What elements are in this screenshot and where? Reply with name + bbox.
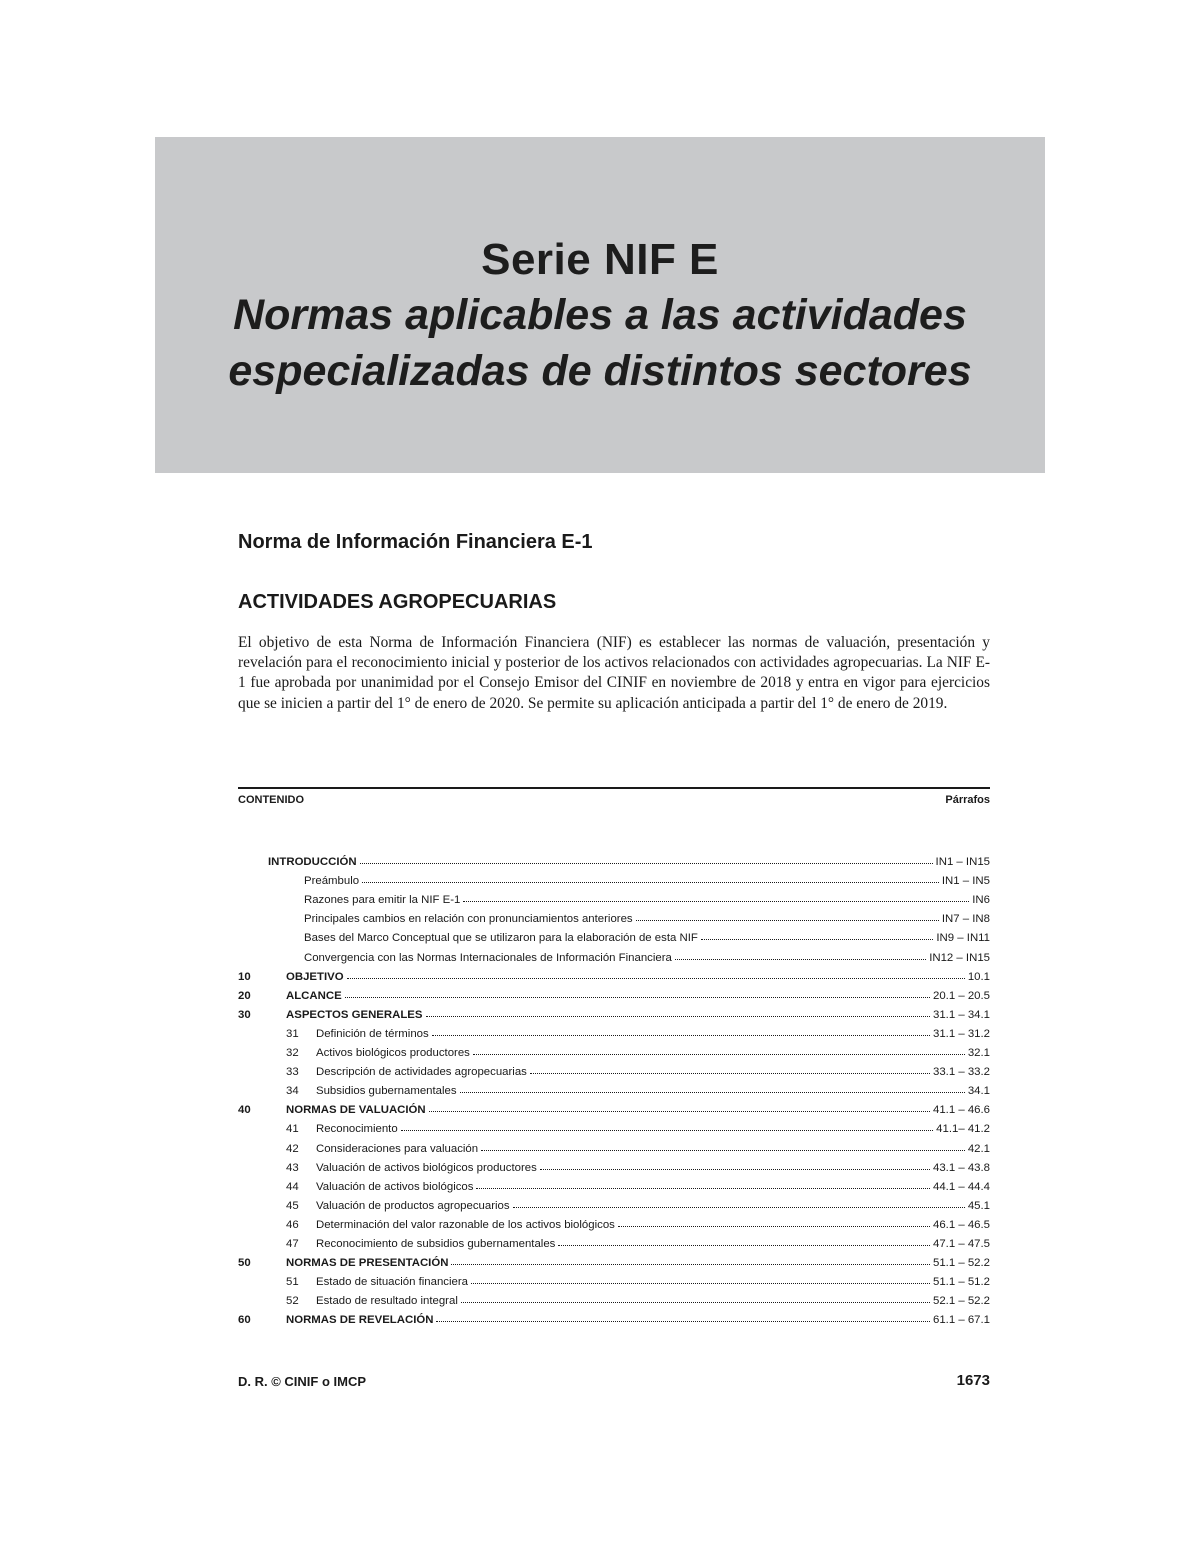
toc-paragraph-range: 47.1 – 47.5 bbox=[932, 1237, 990, 1250]
toc-entry-label: Razones para emitir la NIF E-1 bbox=[304, 894, 461, 907]
toc-entry-label: Estado de situación financiera bbox=[316, 1276, 468, 1289]
toc-leader-dots bbox=[636, 920, 939, 921]
toc-entry-label: Activos biológicos productores bbox=[316, 1047, 470, 1060]
toc-entry-label: Valuación de productos agropecuarios bbox=[316, 1199, 510, 1212]
toc-entry-label: Reconocimiento de subsidios gubernamentales bbox=[316, 1237, 556, 1250]
toc-entry bbox=[238, 1097, 990, 1116]
norm-heading: Norma de Información Financiera E-1 bbox=[238, 531, 593, 553]
toc-leader-dots bbox=[476, 1188, 930, 1189]
toc-paragraph-range: 20.1 – 20.5 bbox=[932, 989, 990, 1002]
toc-section-number: 20 bbox=[238, 989, 251, 1002]
toc-paragraph-range: IN9 – IN11 bbox=[936, 932, 990, 945]
series-subtitle-line2: especializadas de distintos sectores bbox=[228, 347, 972, 395]
toc-entry bbox=[238, 868, 990, 887]
toc-entry bbox=[238, 849, 990, 868]
toc-entry bbox=[238, 1307, 990, 1326]
toc-entry-label: Descripción de actividades agropecuarias bbox=[316, 1066, 527, 1079]
toc-entry bbox=[238, 1021, 990, 1040]
toc-paragraph-range: 42.1 bbox=[967, 1142, 990, 1155]
table-of-contents bbox=[238, 849, 990, 1326]
toc-section-number: 30 bbox=[238, 1008, 251, 1021]
toc-entry bbox=[238, 1231, 990, 1250]
toc-entry bbox=[238, 1269, 990, 1288]
toc-leader-dots bbox=[481, 1150, 965, 1151]
toc-subsection-number: 44 bbox=[286, 1180, 299, 1193]
objective-paragraph: El objetivo de esta Norma de Información Financiera (NIF) es establecer las normas de valuación, presentación y revelación para el reconocimiento inicial y posterior de los activos relacionados con actividades agropecuarias. La NIF E-1 fue aprobada por unanimidad por el Consejo Emisor del CINIF en noviembre de 2018 y entra en vigor para ejercicios que se inicien a partir del 1° de enero de 2020. Se permite su aplicación anticipada a partir del 1° de enero de 2019. bbox=[238, 634, 990, 712]
toc-leader-dots bbox=[473, 1054, 965, 1055]
toc-entry bbox=[238, 1212, 990, 1231]
toc-entry-label: ASPECTOS GENERALES bbox=[286, 1008, 423, 1021]
toc-section-number: 10 bbox=[238, 970, 251, 983]
toc-entry-label: Valuación de activos biológicos bbox=[316, 1180, 474, 1193]
toc-entry-label: OBJETIVO bbox=[286, 970, 344, 983]
toc-subsection-number: 41 bbox=[286, 1123, 299, 1136]
contents-label: CONTENIDO bbox=[238, 794, 304, 806]
toc-entry-label: Preámbulo bbox=[304, 875, 360, 888]
toc-entry bbox=[238, 964, 990, 983]
toc-entry bbox=[238, 983, 990, 1002]
toc-paragraph-range: 51.1 – 51.2 bbox=[932, 1276, 990, 1289]
toc-subsection-number: 45 bbox=[286, 1199, 299, 1212]
toc-entry-label: NORMAS DE VALUACIÓN bbox=[286, 1104, 426, 1117]
toc-leader-dots bbox=[345, 997, 930, 998]
toc-leader-dots bbox=[513, 1207, 965, 1208]
toc-leader-dots bbox=[701, 939, 934, 940]
toc-entry-label: Convergencia con las Normas Internacionales de Información Financiera bbox=[304, 951, 672, 964]
toc-entry-label: Determinación del valor razonable de los activos biológicos bbox=[316, 1218, 615, 1231]
toc-entry-label: INTRODUCCIÓN bbox=[268, 856, 357, 869]
toc-entry bbox=[238, 1059, 990, 1078]
toc-entry-label: Estado de resultado integral bbox=[316, 1295, 458, 1308]
toc-subsection-number: 34 bbox=[286, 1085, 299, 1098]
toc-subsection-number: 32 bbox=[286, 1047, 299, 1060]
toc-entry-label: Bases del Marco Conceptual que se utilizaron para la elaboración de esta NIF bbox=[304, 932, 698, 945]
footer-copyright: D. R. © CINIF o IMCP bbox=[238, 1374, 367, 1389]
toc-subsection-number: 33 bbox=[286, 1066, 299, 1079]
toc-leader-dots bbox=[675, 959, 926, 960]
toc-leader-dots bbox=[461, 1302, 930, 1303]
toc-paragraph-range: 61.1 – 67.1 bbox=[932, 1314, 990, 1327]
toc-entry-label: Reconocimiento bbox=[316, 1123, 398, 1136]
toc-paragraph-range: 33.1 – 33.2 bbox=[932, 1066, 990, 1079]
toc-entry bbox=[238, 1174, 990, 1193]
toc-entry-label: Definición de términos bbox=[316, 1027, 429, 1040]
toc-paragraph-range: IN6 bbox=[972, 894, 990, 907]
toc-leader-dots bbox=[463, 901, 969, 902]
toc-paragraph-range: IN1 – IN5 bbox=[941, 875, 990, 888]
toc-entry-label: Principales cambios en relación con pronunciamientos anteriores bbox=[304, 913, 633, 926]
toc-subsection-number: 52 bbox=[286, 1295, 299, 1308]
toc-entry bbox=[238, 1078, 990, 1097]
toc-paragraph-range: 52.1 – 52.2 bbox=[932, 1295, 990, 1308]
toc-paragraph-range: 44.1 – 44.4 bbox=[932, 1180, 990, 1193]
toc-subsection-number: 42 bbox=[286, 1142, 299, 1155]
toc-entry bbox=[238, 887, 990, 906]
toc-leader-dots bbox=[429, 1111, 930, 1112]
toc-entry bbox=[238, 1116, 990, 1135]
page-number: 1673 bbox=[956, 1372, 990, 1389]
toc-entry bbox=[238, 1135, 990, 1154]
toc-entry bbox=[238, 1155, 990, 1174]
series-banner bbox=[155, 137, 1045, 473]
toc-leader-dots bbox=[451, 1264, 930, 1265]
toc-leader-dots bbox=[436, 1321, 930, 1322]
paragraphs-label: Párrafos bbox=[945, 794, 990, 806]
toc-entry bbox=[238, 1250, 990, 1269]
toc-paragraph-range: 41.1 – 46.6 bbox=[932, 1104, 990, 1117]
toc-paragraph-range: 45.1 bbox=[967, 1199, 990, 1212]
toc-paragraph-range: 34.1 bbox=[967, 1085, 990, 1098]
toc-paragraph-range: IN12 – IN15 bbox=[929, 951, 990, 964]
contents-divider bbox=[238, 787, 990, 789]
toc-entry-label: NORMAS DE PRESENTACIÓN bbox=[286, 1257, 449, 1270]
toc-leader-dots bbox=[460, 1092, 965, 1093]
toc-leader-dots bbox=[362, 882, 939, 883]
toc-leader-dots bbox=[347, 978, 965, 979]
toc-entry-label: NORMAS DE REVELACIÓN bbox=[286, 1314, 434, 1327]
toc-leader-dots bbox=[618, 1226, 930, 1227]
toc-entry bbox=[238, 1288, 990, 1307]
toc-leader-dots bbox=[432, 1035, 930, 1036]
toc-entry bbox=[238, 906, 990, 925]
toc-subsection-number: 51 bbox=[286, 1276, 299, 1289]
toc-section-number: 40 bbox=[238, 1104, 251, 1117]
toc-paragraph-range: 51.1 – 52.2 bbox=[932, 1257, 990, 1270]
toc-entry-label: Subsidios gubernamentales bbox=[316, 1085, 457, 1098]
toc-leader-dots bbox=[426, 1016, 930, 1017]
toc-paragraph-range: 41.1– 41.2 bbox=[936, 1123, 990, 1136]
toc-paragraph-range: IN1 – IN15 bbox=[935, 856, 990, 869]
toc-paragraph-range: 32.1 bbox=[967, 1047, 990, 1060]
toc-paragraph-range: 31.1 – 34.1 bbox=[932, 1008, 990, 1021]
toc-entry bbox=[238, 1002, 990, 1021]
banner-text bbox=[155, 233, 1045, 399]
toc-section-number: 60 bbox=[238, 1314, 251, 1327]
series-title: Serie NIF E bbox=[481, 235, 719, 284]
section-heading: ACTIVIDADES AGROPECUARIAS bbox=[238, 591, 557, 613]
toc-entry-label: Valuación de activos biológicos productores bbox=[316, 1161, 537, 1174]
toc-subsection-number: 31 bbox=[286, 1027, 299, 1040]
toc-leader-dots bbox=[558, 1245, 930, 1246]
toc-subsection-number: 46 bbox=[286, 1218, 299, 1231]
toc-subsection-number: 43 bbox=[286, 1161, 299, 1174]
series-subtitle-line1: Normas aplicables a las actividades bbox=[233, 291, 967, 339]
toc-entry-label: Consideraciones para valuación bbox=[316, 1142, 479, 1155]
toc-leader-dots bbox=[540, 1169, 930, 1170]
toc-paragraph-range: IN7 – IN8 bbox=[941, 913, 990, 926]
toc-leader-dots bbox=[360, 863, 933, 864]
toc-leader-dots bbox=[530, 1073, 930, 1074]
toc-entry-label: ALCANCE bbox=[286, 989, 342, 1002]
toc-section-number: 50 bbox=[238, 1257, 251, 1270]
toc-entry bbox=[238, 1040, 990, 1059]
toc-subsection-number: 47 bbox=[286, 1237, 299, 1250]
toc-leader-dots bbox=[401, 1130, 933, 1131]
toc-paragraph-range: 10.1 bbox=[967, 970, 990, 983]
toc-entry bbox=[238, 925, 990, 944]
toc-paragraph-range: 31.1 – 31.2 bbox=[932, 1027, 990, 1040]
toc-entry bbox=[238, 944, 990, 963]
toc-entry bbox=[238, 1193, 990, 1212]
toc-paragraph-range: 43.1 – 43.8 bbox=[932, 1161, 990, 1174]
toc-leader-dots bbox=[471, 1283, 930, 1284]
toc-paragraph-range: 46.1 – 46.5 bbox=[932, 1218, 990, 1231]
